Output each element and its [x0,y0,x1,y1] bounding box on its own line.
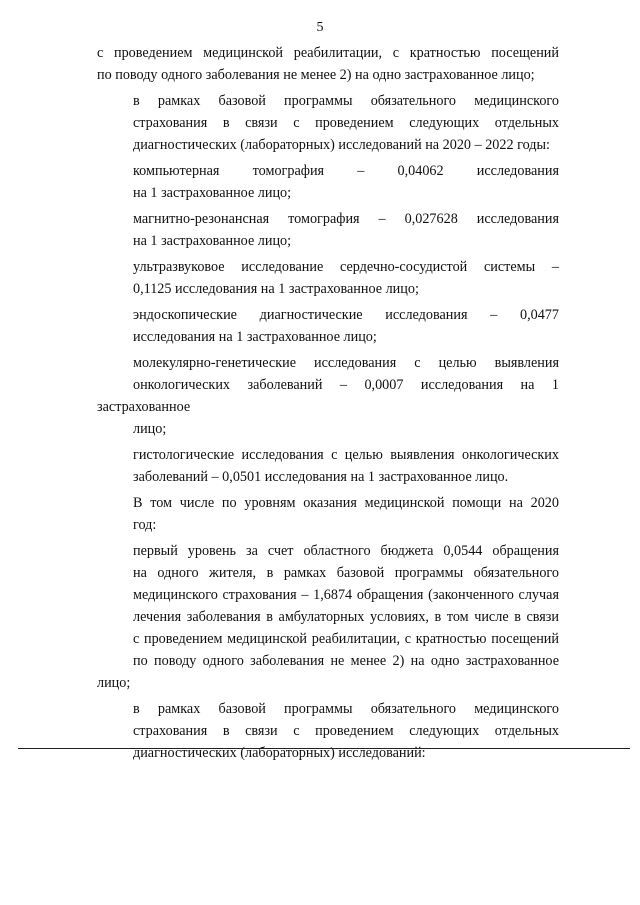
paragraph [97,540,559,694]
footer-separator-line [18,748,630,749]
text-line: медицинского страхования – 1,6874 обращения (законченного случая [133,587,559,603]
text-line: гистологические исследования с целью выявления онкологических [133,447,559,463]
document-body [97,42,559,768]
text-line: заболеваний – 0,0501 исследования на 1 застрахованное лицо. [133,469,509,485]
paragraph [97,256,559,300]
text-line: онкологических заболеваний – 0,0007 исследования на 1 застрахованное [97,377,559,415]
paragraph [97,304,559,348]
text-line: с проведением медицинской реабилитации, с кратностью посещений [97,45,559,61]
text-line: в рамках базовой программы обязательного медицинского [133,701,559,717]
paragraph [97,208,559,252]
text-line: магнитно-резонансная томография – 0,027628 исследования [133,211,559,227]
text-line: диагностических (лабораторных) исследований: [133,745,426,761]
text-line: компьютерная томография – 0,04062 исследования [133,163,559,179]
text-line: год: [133,517,157,533]
paragraph [97,444,559,488]
text-line: страхования в связи с проведением следующих отдельных [133,115,559,131]
text-line: по поводу одного заболевания не менее 2) на одно застрахованное лицо; [97,653,559,691]
text-line: на 1 застрахованное лицо; [133,185,292,201]
text-line: диагностических (лабораторных) исследований на 2020 – 2022 годы: [133,137,550,153]
text-line: лечения заболевания в амбулаторных условиях, в том числе в связи [133,609,559,625]
paragraph [97,160,559,204]
text-line: лицо; [133,421,167,437]
text-line: с проведением медицинской реабилитации, с кратностью посещений [133,631,559,647]
text-line: на 1 застрахованное лицо; [133,233,292,249]
text-line: по поводу одного заболевания не менее 2) на одно застрахованное лицо; [97,67,535,83]
paragraph [97,42,559,86]
paragraph [97,352,559,440]
text-line: эндоскопические диагностические исследования – 0,0477 [133,307,559,323]
text-line: страхования в связи с проведением следующих отдельных [133,723,559,739]
text-line: 0,1125 исследования на 1 застрахованное лицо; [133,281,419,297]
text-line: молекулярно-генетические исследования с целью выявления [133,355,559,371]
text-line: в рамках базовой программы обязательного медицинского [133,93,559,109]
paragraph [97,492,559,536]
text-line: на одного жителя, в рамках базовой программы обязательного [133,565,559,581]
text-line: исследования на 1 застрахованное лицо; [133,329,377,345]
paragraph [97,698,559,764]
text-line: первый уровень за счет областного бюджета 0,0544 обращения [133,543,559,559]
page-number: 5 [316,20,324,35]
paragraph [97,90,559,156]
text-line: ультразвуковое исследование сердечно-сосудистой системы – [133,259,559,275]
text-line: В том числе по уровням оказания медицинской помощи на 2020 [133,495,559,511]
